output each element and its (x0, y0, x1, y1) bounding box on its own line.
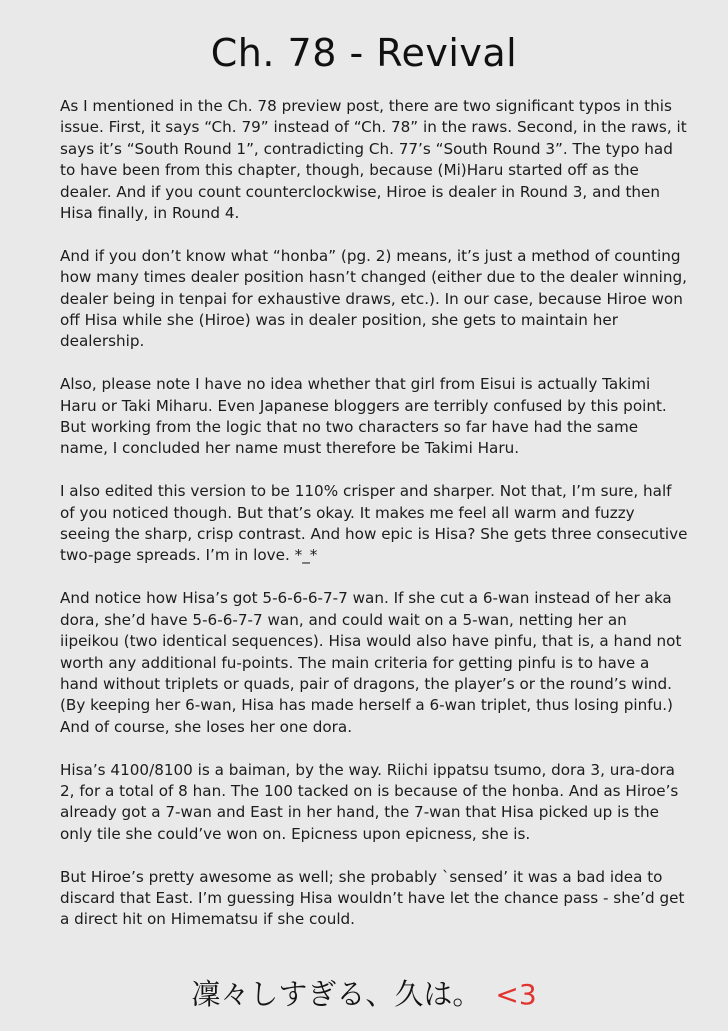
paragraph-hiroe: But Hiroe’s pretty awesome as well; she probably `sensed’ it was a bad idea to discard that East. I’m guessing Hisa wouldn’t have let the chance pass - she’d get a direct hit on Himematsu if she could. (60, 867, 685, 929)
paragraph-typos: As I mentioned in the Ch. 78 preview post, there are two significant typos in this issue. First, it says “Ch. 79” instead of “Ch. 78” in the raws. Second, in the raws, it says it’s “South Round 1”, contradicting Ch. 77’s “South Round 3”. The typo had to have been from this chapter, though, because (Mi)Haru started off as the dealer. And if you count counterclockwise, Hiroe is dealer in Round 3, and then Hisa finally, in Round 4. (60, 97, 687, 223)
paragraph-honba: And if you don’t know what “honba” (pg. 2) means, it’s just a method of counting how many times dealer position hasn’t changed (either due to the dealer winning, dealer being in tenpai for exhaustive draws, etc.). In our case, because Hiroe won off Hisa while she (Hiroe) was in dealer position, she gets to maintain her dealership. (60, 246, 687, 351)
paragraph-baiman: Hisa’s 4100/8100 is a baiman, by the way. Riichi ippatsu tsumo, dora 3, ura-dora 2, for a total of 8 han. The 100 tacked on is because of the honba. And as Hiroe’s already got a 7-wan and East in her hand, the 7-wan that Hisa picked up is the only tile she could’ve won on. Epicness upon epicness, she is. (60, 760, 679, 843)
body-text (60, 96, 688, 952)
paragraph-edit-note: I also edited this version to be 110% crisper and sharper. Not that, I’m sure, half of you noticed though. But that’s okay. It makes me feel all warm and fuzzy seeing the sharp, crisp contrast. And how epic is Hisa? She gets three consecutive two-page spreads. I’m in love. *_* (60, 482, 688, 565)
footer-line (0, 972, 728, 1017)
heart-emoticon: <3 (495, 978, 537, 1011)
footer-japanese-text: 凜々しすぎる、久は。 (191, 977, 482, 1011)
paragraph-hand-analysis: And notice how Hisa’s got 5-6-6-6-7-7 wan. If she cut a 6-wan instead of her aka dora, she’d have 5-6-6-7-7 wan, and could wait on a 5-wan, netting her an iipeikou (two identical sequences). Hisa would also have pinfu, that is, a hand not worth any additional fu-points. The main criteria for getting pinfu is to have a hand without triplets or quads, pair of dragons, the player’s or the round’s wind. (By keeping her 6-wan, Hisa has made herself a 6-wan triplet, thus losing pinfu.) And of course, she loses her one dora. (60, 589, 682, 736)
paragraph-name-note: Also, please note I have no idea whether that girl from Eisui is actually Takimi Haru or Taki Miharu. Even Japanese bloggers are terribly confused by this point. But working from the logic that no two characters so far have had the same name, I concluded her name must therefore be Takimi Haru. (60, 375, 667, 458)
page-title: Ch. 78 - Revival (210, 31, 518, 75)
